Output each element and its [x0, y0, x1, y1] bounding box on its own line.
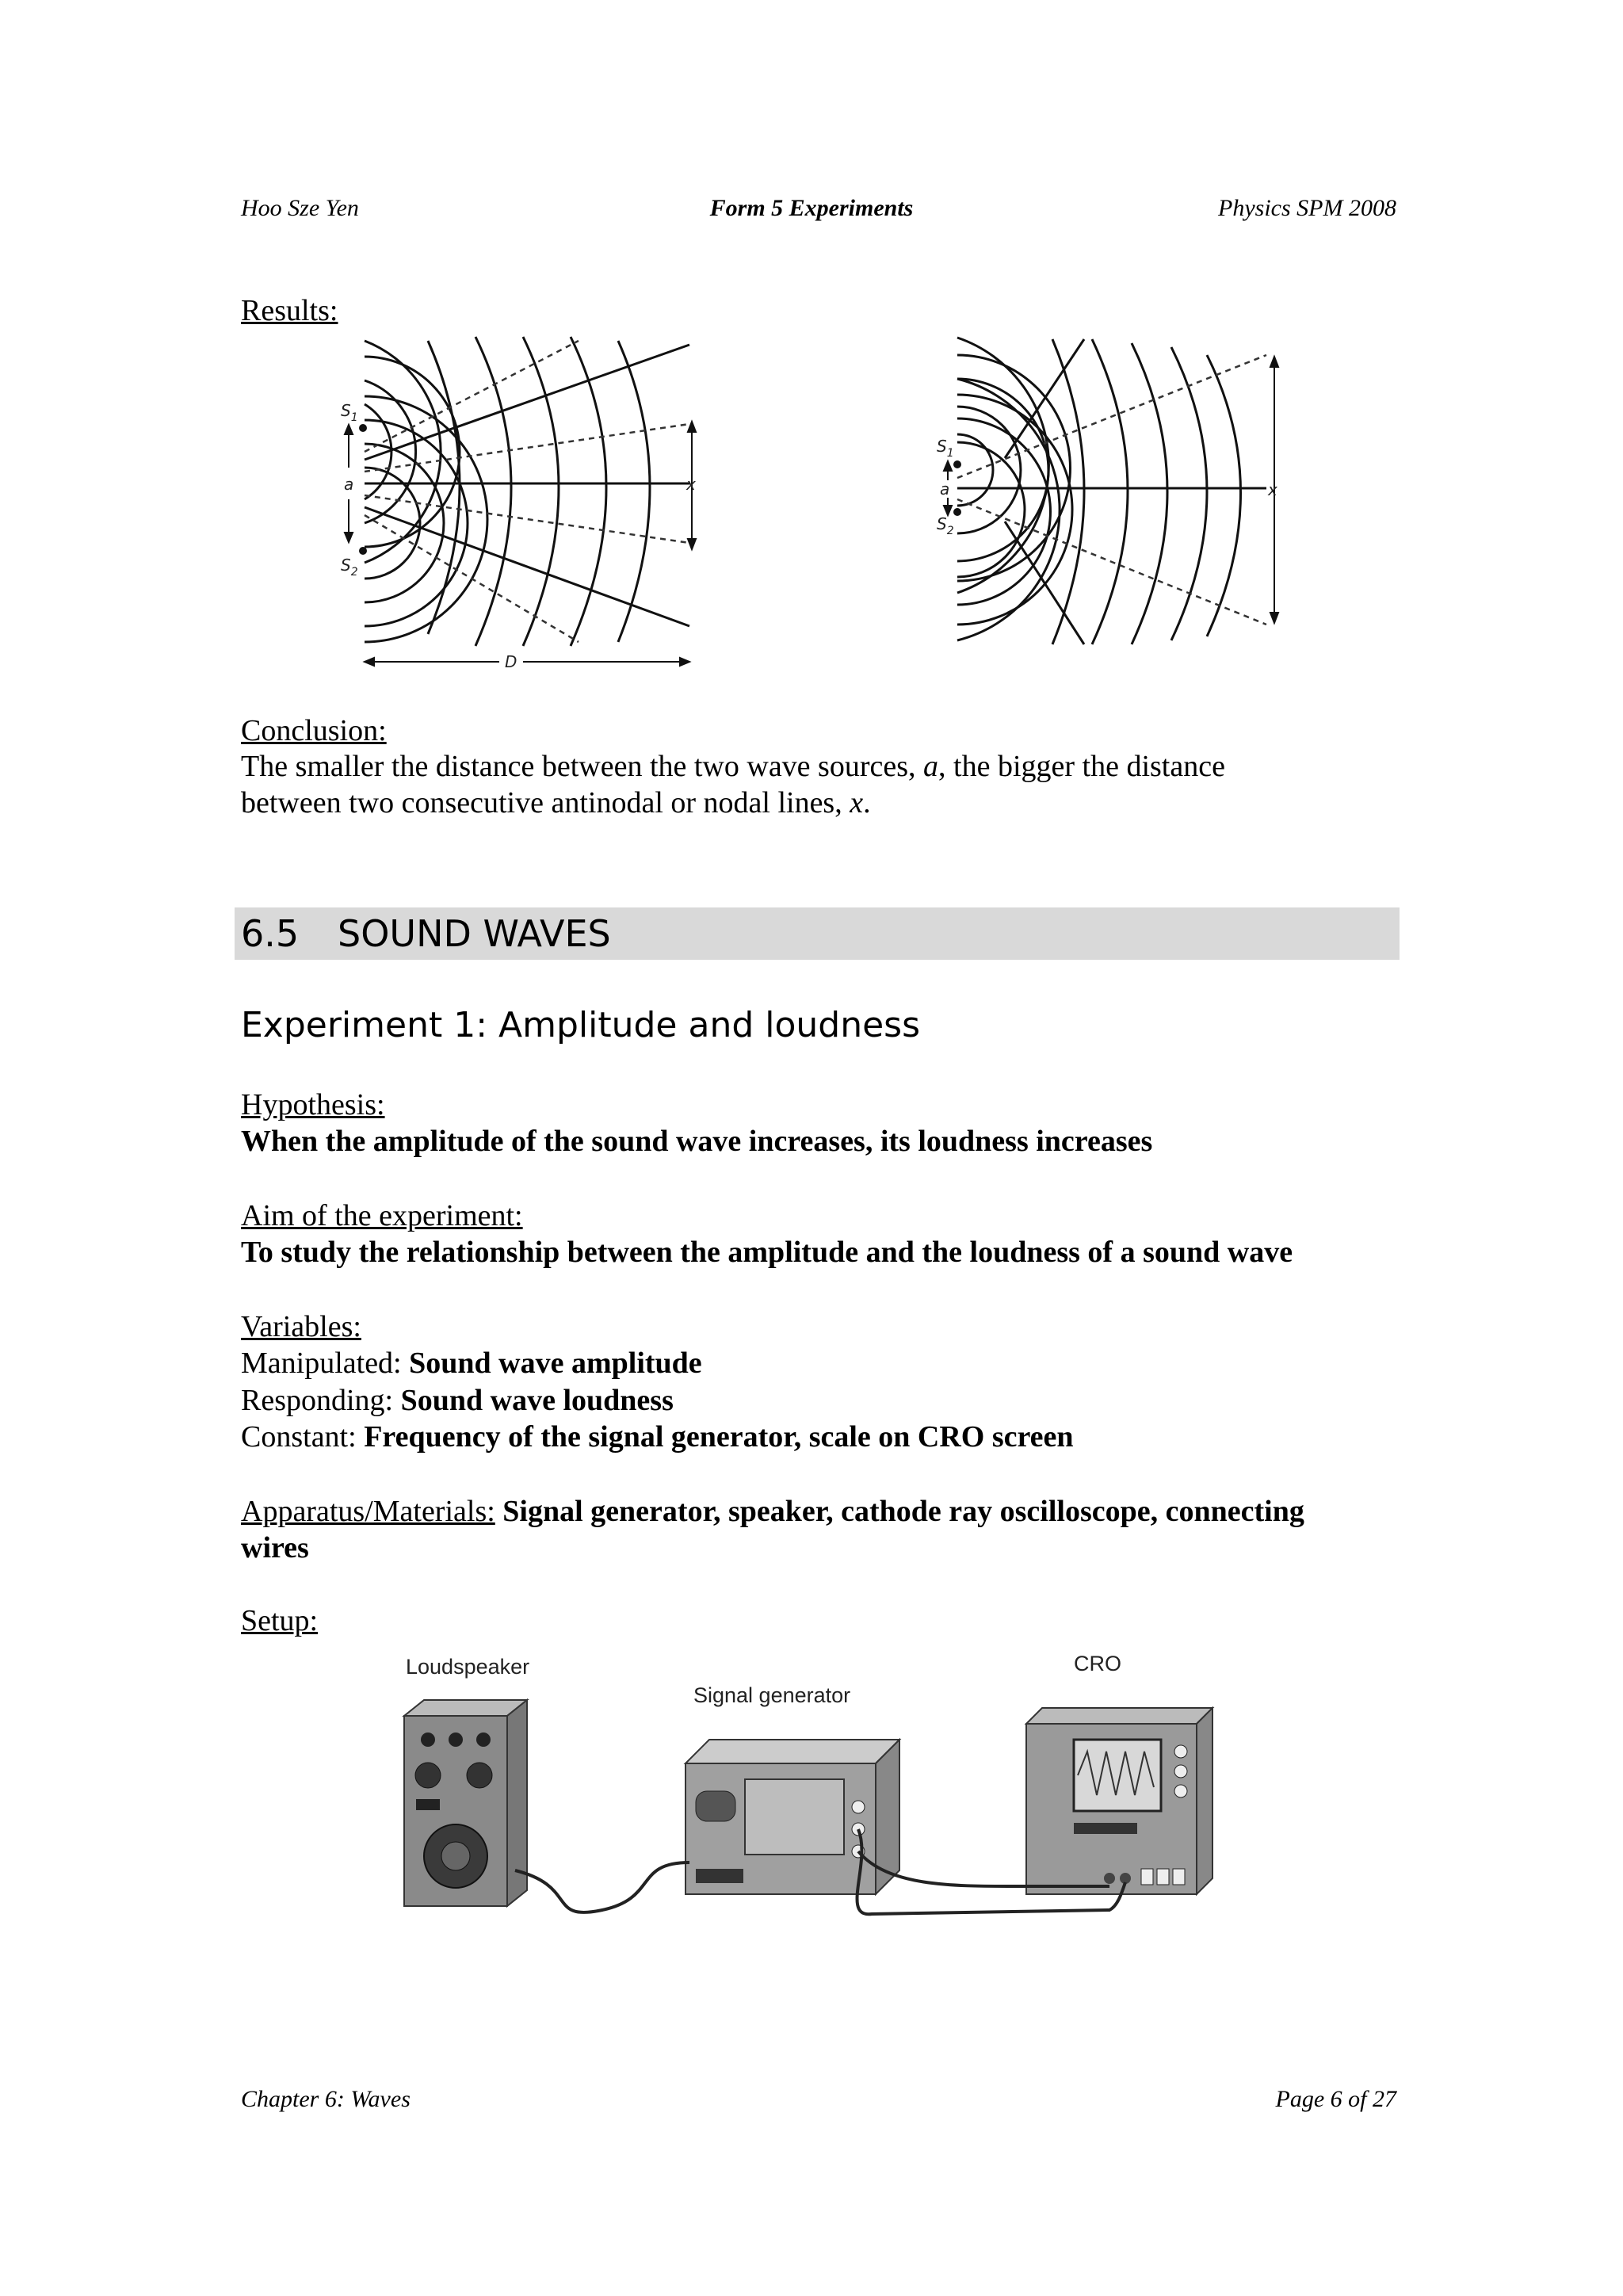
svg-text:a: a [344, 475, 354, 494]
variables-label: Variables: [241, 1310, 361, 1343]
svg-text:x: x [1268, 480, 1277, 499]
results-label: Results: [241, 294, 338, 327]
cro-illustration [1026, 1708, 1212, 1894]
footer-page-number: Page 6 of 27 [1275, 2086, 1396, 2112]
header-course: Physics SPM 2008 [1218, 195, 1396, 221]
hypothesis-label: Hypothesis: [241, 1088, 385, 1121]
interference-diagram-wide [341, 325, 705, 674]
hypothesis-text: When the amplitude of the sound wave increases, its loudness increases [241, 1125, 1153, 1158]
experiment-title: Experiment 1: Amplitude and loudness [241, 1005, 921, 1045]
svg-text:D: D [505, 652, 517, 671]
aim-text: To study the relationship between the amplitude and the loudness of a sound wave [241, 1236, 1293, 1269]
conclusion-text: The smaller the distance between the two wave sources, a, the bigger the distance between two consecutive antinodal or nodal lines, x. [241, 750, 1225, 819]
svg-text:S1: $S_1$ [341, 401, 358, 424]
interference-diagram-narrow [934, 331, 1298, 648]
section-title: SOUND WAVES [338, 912, 611, 955]
aim-label: Aim of the experiment: [241, 1199, 523, 1232]
conclusion-label: Conclusion: [241, 714, 387, 747]
svg-text:S2: $S_2$ [341, 556, 358, 579]
constant-variable: Constant: Frequency of the signal generator, scale on CRO screen [241, 1420, 1074, 1454]
svg-text:x: x [686, 475, 696, 494]
svg-text:S1: $S_1$ [937, 437, 954, 460]
section-heading [241, 910, 611, 957]
speaker-wire [515, 1862, 689, 1912]
manipulated-variable: Manipulated: Sound wave amplitude [241, 1347, 702, 1380]
signal-generator-illustration [685, 1740, 899, 1894]
loudspeaker-label: Loudspeaker [406, 1655, 530, 1679]
responding-variable: Responding: Sound wave loudness [241, 1384, 674, 1417]
setup-label: Setup: [241, 1604, 319, 1637]
header-author: Hoo Sze Yen [241, 195, 359, 221]
signal-generator-label: Signal generator [693, 1683, 851, 1707]
header-title: Form 5 Experiments [709, 195, 914, 221]
section-number: 6.5 [241, 912, 300, 955]
cro-label: CRO [1074, 1652, 1121, 1675]
setup-diagram [396, 1648, 1252, 1950]
apparatus: Apparatus/Materials: Signal generator, speaker, cathode ray oscilloscope, connecting wires [241, 1495, 1304, 1564]
svg-text:S2: $S_2$ [937, 514, 954, 537]
footer-chapter: Chapter 6: Waves [241, 2086, 411, 2112]
svg-text:a: a [940, 479, 950, 499]
loudspeaker-illustration [404, 1700, 527, 1906]
